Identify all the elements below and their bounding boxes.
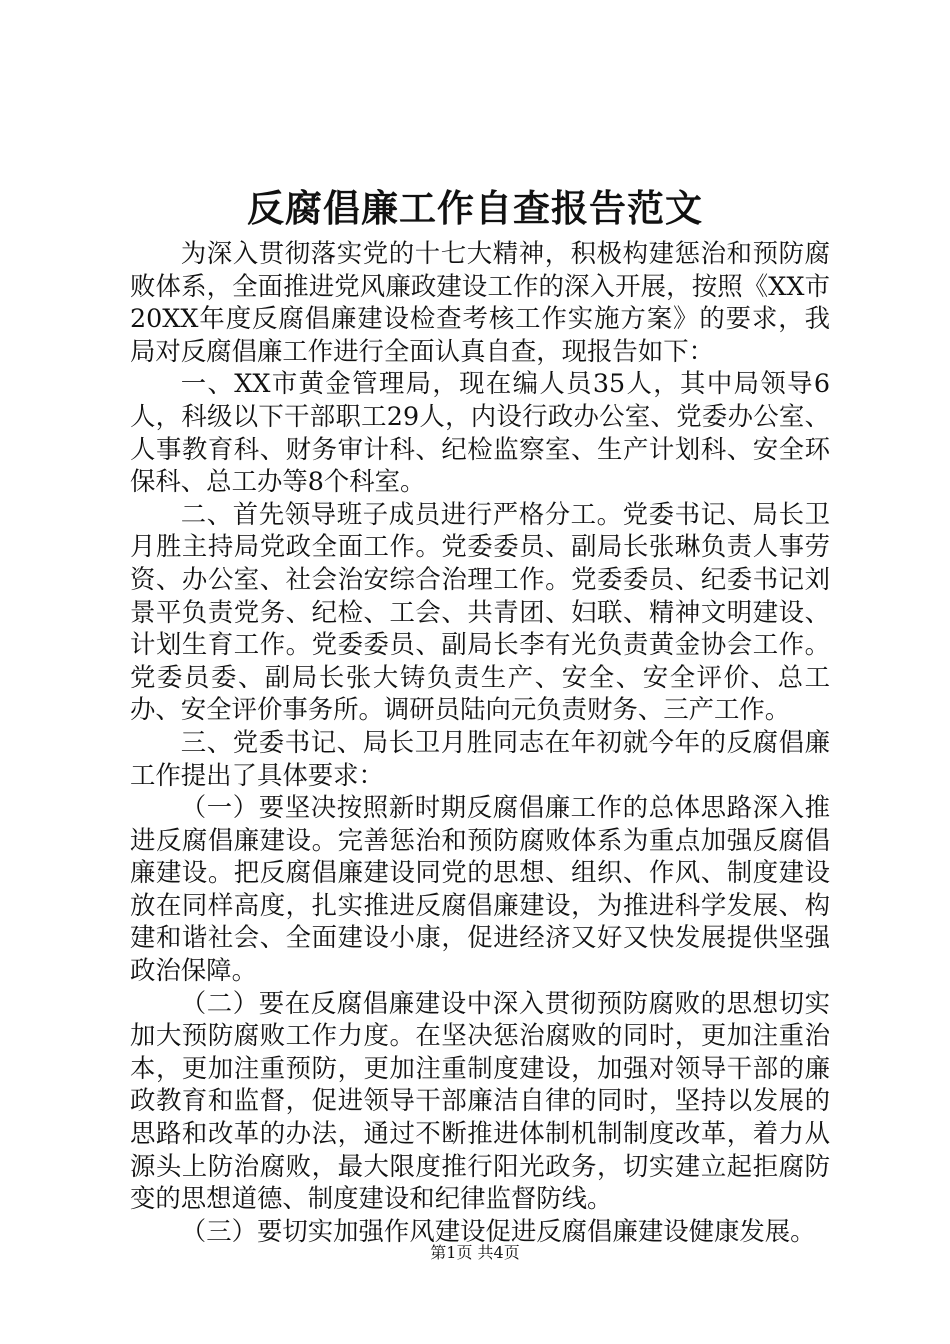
- paragraph-item-3: （三）要切实加强作风建设促进反腐倡廉建设健康发展。: [180, 1215, 816, 1246]
- paragraph-section-3: 三、党委书记、局长卫月胜同志在年初就今年的反腐倡廉工作提出了具体要求：: [130, 726, 830, 790]
- paragraph-section-2: 二、首先领导班子成员进行严格分工。党委书记、局长卫月胜主持局党政全面工作。党委委员、副局长张琳负责人事劳资、办公室、社会治安综合治理工作。党委委员、纪委书记刘景平负责党务、纪检、工会、共青团、妇联、精神文明建设、计划生育工作。党委委员、副局长李有光负责黄金协会工作。党委员委、副局长张大铸负责生产、安全、安全评价、总工办、安全评价事务所。调研员陆向元负责财务、三产工作。: [130, 498, 830, 725]
- paragraph-intro: 为深入贯彻落实党的十七大精神，积极构建惩治和预防腐败体系，全面推进党风廉政建设工作的深入开展，按照《XX市20XX年度反腐倡廉建设检查考核工作实施方案》的要求，我局对反腐倡廉工作进行全面认真自查，现报告如下：: [130, 238, 830, 366]
- page-number-footer: 第1页 共4页: [430, 1243, 520, 1262]
- paragraph-item-2: （二）要在反腐倡廉建设中深入贯彻预防腐败的思想切实加大预防腐败工作力度。在坚决惩治腐败的同时，更加注重治本，更加注重预防，更加注重制度建设，加强对领导干部的廉政教育和监督，促进领导干部廉洁自律的同时，坚持以发展的思路和改革的办法，通过不断推进体制机制制度改革，着力从源头上防治腐败，最大限度推行阳光政务，切实建立起拒腐防变的思想道德、制度建设和纪律监督防线。: [130, 987, 830, 1214]
- paragraph-section-1: 一、XX市黄金管理局，现在编人员35人，其中局领导6人，科级以下干部职工29人，内设行政办公室、党委办公室、人事教育科、财务审计科、纪检监察室、生产计划科、安全环保科、总工办等8个科室。: [130, 368, 830, 497]
- document-body: [130, 237, 830, 1247]
- paragraph-item-1: （一）要坚决按照新时期反腐倡廉工作的总体思路深入推进反腐倡廉建设。完善惩治和预防腐败体系为重点加强反腐倡廉建设。把反腐倡廉建设同党的思想、组织、作风、制度建设放在同样高度，扎实推进反腐倡廉建设，为推进科学发展、构建和谐社会、全面建设小康，促进经济又好又快发展提供坚强政治保障。: [130, 792, 830, 986]
- document-title: 反腐倡廉工作自查报告范文: [247, 186, 703, 230]
